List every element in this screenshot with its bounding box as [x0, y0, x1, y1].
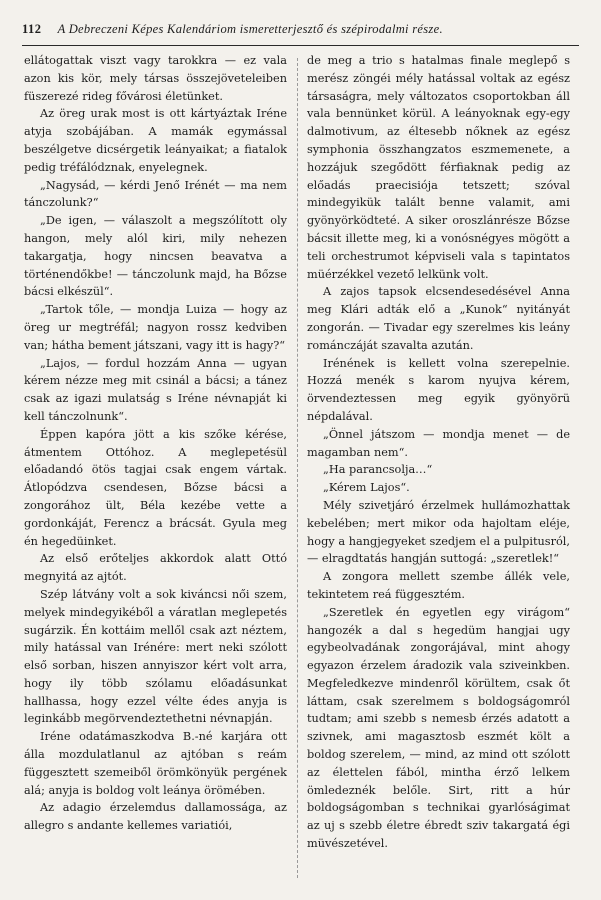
- paragraph: Szép látvány volt a sok kiváncsi női szem, melyek mindegyikéből a váratlan meglepetés sugárzik. Én kottáim mellől csak azt néztem, mily hatással van Irénére: mert neki szólott első sorban, hiszen annyiszor kért volt arra, hogy ily több szólamu előadásunkat hallhassa, hogy ezzel vélte édes anyja is leginkább megörvendeztethetni névnapján.: [24, 587, 287, 726]
- paragraph: Éppen kapóra jött a kis szőke kérése, átmentem Ottóhoz. A meglepetésül előadandó ötös tagjai csak engem vártak. Átlopódzva csendesen, Bőzse bácsi a zongorához ült, Béla kezébe vette a gordonkáját, Ferencz a brácsát. Gyula meg én hegedüinket.: [24, 427, 287, 548]
- paragraph: Az öreg urak most is ott kártyáztak Iréne atyja szobájában. A mamák egymással beszélgetve dicsérgetik leányaikat; a fiatalok pedig tréfálódznak, enyelegnek.: [24, 107, 287, 174]
- paragraph: Iréne odatámaszkodva B.-né karjára ott álla mozdulatlanul az ajtóban s reám függesztett szemeiből örömkönyük pergének alá; anyja is boldog volt leánya örömében.: [24, 730, 287, 797]
- left-column: [24, 52, 287, 835]
- paragraph: Irénének is kellett volna szerepelnie. Hozzá menék s karom nyujva kérem, örvendeztessen meg egyik gyönyörü népdalával.: [307, 356, 570, 423]
- paragraph: ellátogattak viszt vagy tarokkra — ez vala azon kis kör, mely társas összejöveteleiben füszerezé rideg fővárosi életünket.: [24, 54, 287, 103]
- page-header: [22, 22, 579, 44]
- paragraph: Az adagio érzelemdus dallamossága, az allegro s andante kellemes variatiói,: [24, 801, 287, 833]
- running-title: A Debreczeni Képes Kalendáriom ismeretterjesztő és szépirodalmi része.: [57, 22, 443, 36]
- paragraph: „De igen, — válaszolt a megszólított oly hangon, mely alól kiri, mily nehezen takargatja, hogy nincsen beavatva a történendőkbe! — tánczolunk majd, ha Bőzse bácsi elkészül“.: [24, 214, 287, 299]
- paragraph: „Nagysád, — kérdi Jenő Irénét — ma nem tánczolunk?“: [24, 178, 287, 210]
- paragraph: „Ha parancsolja…“: [323, 463, 433, 477]
- paragraph: A zongora mellett szembe állék vele, tekintetem reá függesztém.: [307, 570, 570, 601]
- paragraph: „Lajos, — fordul hozzám Anna — ugyan kérem nézze meg mit csinál a bácsi; a tánez csak az igazi mulatság s Iréne névnapját ki kell tánczolnunk“.: [24, 356, 287, 423]
- right-column: [307, 52, 570, 853]
- column-divider: [297, 58, 298, 878]
- paragraph: „Szeretlek én egyetlen egy virágom“ hangozék a dal s hegedüm hangjai ugy egybeolvadának zongorájával, mint ahogy egyazon érzelem áradozik vala sziveinkben. Megfeledkezve mindenről körültem, csak őt láttam, csak szerelmem s boldogságomról tudtam; ami szebb s nemesb érzés adatott a szivnek, ami magasztosb eszmét költ a boldog szerelem, — mind, az mind ott szólott az élettelen fából, mintha érző lelkem ömledeznék belőle. Sirt, ritt a húr boldogságomban s technikai gyarlóságimat az uj s szebb életre ébredt sziv takargatá égi müvészetével.: [307, 605, 570, 851]
- paragraph: Az első erőteljes akkordok alatt Ottó megnyitá az ajtót.: [24, 552, 287, 584]
- paragraph: Mély szivetjáró érzelmek hullámozhattak kebelében; mert mikor oda hajoltam eléje, hogy a hangjegyeket szedjem el a pulpitusról, — elragdtatás hangján suttogá: „szeretlek!“: [307, 498, 570, 566]
- paragraph: „Önnel játszom — mondja menet — de magamban nem“.: [307, 427, 570, 459]
- header-rule: [22, 45, 579, 46]
- paragraph: A zajos tapsok elcsendesedésével Anna meg Klári adták elő a „Kunok“ nyitányát zongorán. — Tivadar egy szerelmes kis leány románczáját szavalta azután.: [307, 285, 570, 352]
- page-number: 112: [22, 22, 42, 36]
- paragraph: „Tartok tőle, — mondja Luiza — hogy az öreg ur megtréfál; nagyon rossz kedviben van; hátha bement játszani, vagy itt is hagy?“: [24, 303, 287, 352]
- paragraph: „Kérem Lajos“.: [323, 481, 410, 495]
- paragraph: de meg a trio s hatalmas finale meglepő s merész zöngéi mély hatással voltak az egész társaságra, mely változatos csoportokban áll vala bennünket körül. A leányoknak egy-egy dalmotivum, az éltesebb nőknek az egész symphonia összhangzatos eszmemenete, a hozzájuk szegődött férfiaknak pedig az előadás praecisiója tetszett; szóval mindegyikük talált benne valamit, ami gyönyörködteté. A siker oroszlánrésze Bőzse bácsit illette meg, ki a vonósnégyes mögött a teli orchestrumot képviseli vala s tapintatos müérzékkel vezető lelkünk volt.: [307, 54, 570, 281]
